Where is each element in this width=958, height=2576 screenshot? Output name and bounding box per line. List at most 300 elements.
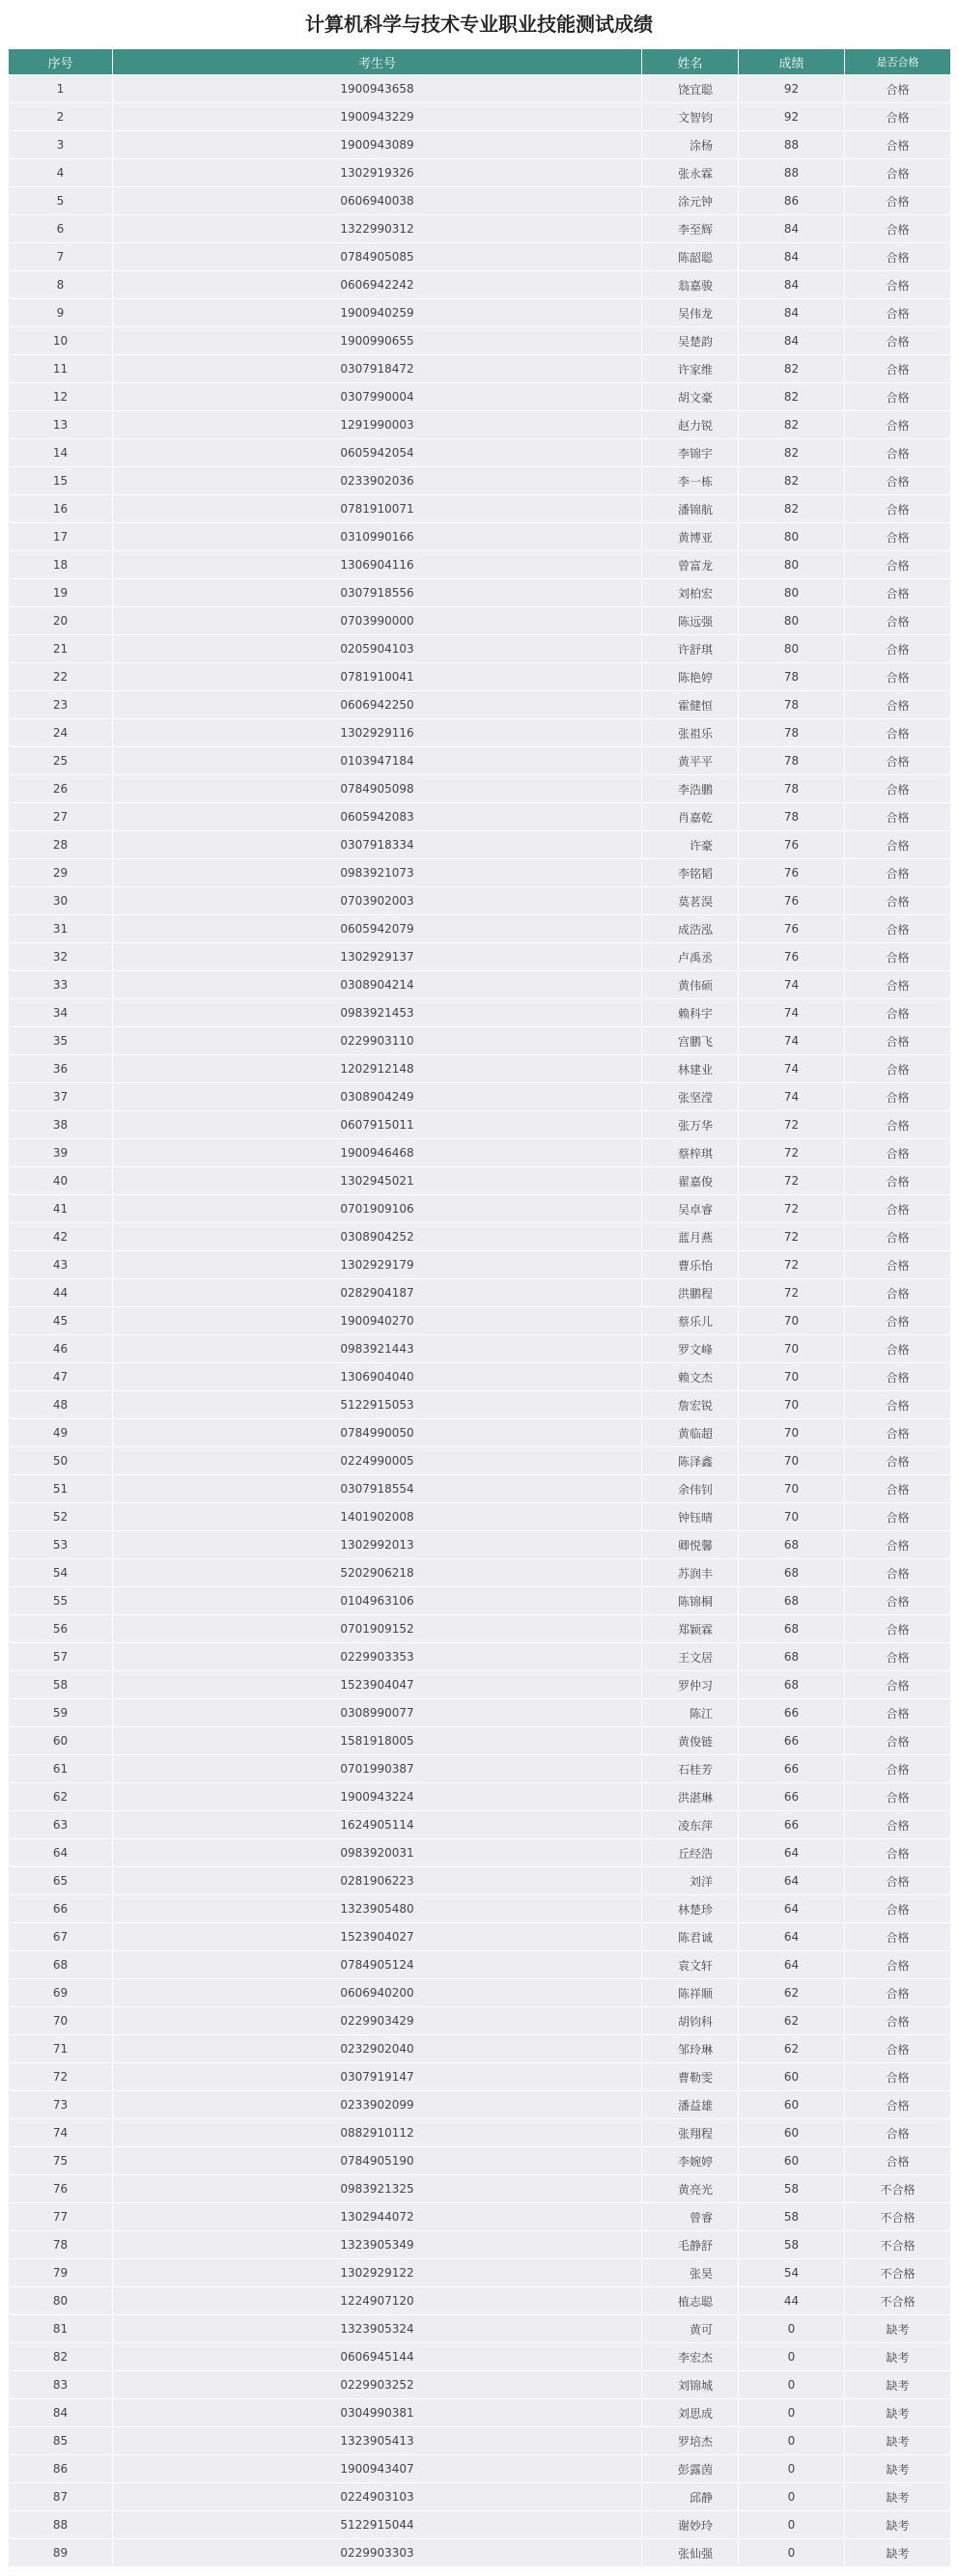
cell-pass-status: 缺考 [845,2399,951,2427]
cell-index: 33 [9,971,113,999]
cell-index: 72 [9,2063,113,2091]
cell-pass-status: 合格 [845,747,951,775]
cell-pass-status: 合格 [845,1223,951,1251]
cell-exam-id: 0606945144 [113,2343,642,2371]
cell-index: 15 [9,467,113,495]
table-row [9,691,951,719]
table-row [9,1923,951,1951]
table-row [9,383,951,411]
cell-index: 87 [9,2483,113,2511]
cell-index: 85 [9,2427,113,2455]
table-row [9,299,951,327]
table-row [9,579,951,607]
cell-exam-id: 0703990000 [113,607,642,635]
cell-exam-id: 0232902040 [113,2035,642,2063]
cell-name: 饶宜聪 [642,75,739,103]
cell-exam-id: 0104963106 [113,1587,642,1615]
cell-name: 李浩鹏 [642,775,739,803]
cell-name: 许家维 [642,355,739,383]
cell-index: 66 [9,1895,113,1923]
cell-exam-id: 1900990655 [113,327,642,355]
cell-pass-status: 合格 [845,187,951,215]
cell-index: 65 [9,1867,113,1895]
cell-pass-status: 合格 [845,1979,951,2007]
cell-exam-id: 1900943407 [113,2455,642,2483]
cell-index: 51 [9,1475,113,1503]
cell-name: 黄博亚 [642,523,739,551]
cell-name: 陈艳婷 [642,663,739,691]
cell-pass-status: 合格 [845,999,951,1027]
cell-score: 84 [739,327,845,355]
cell-name: 宫鹏飞 [642,1027,739,1055]
column-header-name: 姓名 [642,49,739,75]
cell-name: 李一栋 [642,467,739,495]
cell-pass-status: 合格 [845,1195,951,1223]
cell-score: 84 [739,243,845,271]
cell-index: 25 [9,747,113,775]
cell-pass-status: 合格 [845,1699,951,1727]
cell-score: 62 [739,2035,845,2063]
cell-index: 63 [9,1811,113,1839]
table-row [9,1811,951,1839]
cell-pass-status: 合格 [845,831,951,859]
cell-index: 77 [9,2203,113,2231]
cell-name: 赖文杰 [642,1363,739,1391]
cell-index: 61 [9,1755,113,1783]
cell-score: 88 [739,159,845,187]
cell-pass-status: 合格 [845,803,951,831]
cell-exam-id: 0308904252 [113,1223,642,1251]
cell-pass-status: 合格 [845,1727,951,1755]
cell-name: 凌东萍 [642,1811,739,1839]
table-row [9,131,951,159]
table-row [9,2231,951,2259]
cell-exam-id: 0308904249 [113,1083,642,1111]
table-row [9,355,951,383]
cell-name: 赖科宇 [642,999,739,1027]
cell-name: 陈泽鑫 [642,1447,739,1475]
cell-score: 76 [739,943,845,971]
cell-pass-status: 合格 [845,299,951,327]
cell-name: 蔡梓琪 [642,1139,739,1167]
cell-exam-id: 0304990381 [113,2399,642,2427]
cell-name: 黄亮光 [642,2175,739,2203]
cell-name: 刘锦城 [642,2371,739,2399]
table-row [9,75,951,103]
table-row [9,635,951,663]
cell-index: 1 [9,75,113,103]
cell-score: 0 [739,2343,845,2371]
cell-score: 54 [739,2259,845,2287]
cell-index: 6 [9,215,113,243]
cell-score: 0 [739,2427,845,2455]
cell-score: 58 [739,2203,845,2231]
cell-index: 28 [9,831,113,859]
cell-exam-id: 0607915011 [113,1111,642,1139]
cell-score: 70 [739,1363,845,1391]
cell-score: 82 [739,467,845,495]
cell-score: 82 [739,495,845,523]
table-row [9,663,951,691]
table-row [9,2483,951,2511]
cell-score: 64 [739,1839,845,1867]
cell-exam-id: 0784905190 [113,2147,642,2175]
cell-index: 27 [9,803,113,831]
cell-score: 72 [739,1195,845,1223]
cell-exam-id: 1302944072 [113,2203,642,2231]
cell-pass-status: 不合格 [845,2231,951,2259]
cell-exam-id: 1900946468 [113,1139,642,1167]
cell-exam-id: 1323905413 [113,2427,642,2455]
cell-score: 64 [739,1923,845,1951]
cell-pass-status: 缺考 [845,2511,951,2539]
cell-score: 92 [739,75,845,103]
cell-score: 0 [739,2511,845,2539]
cell-pass-status: 缺考 [845,2315,951,2343]
cell-index: 84 [9,2399,113,2427]
cell-pass-status: 合格 [845,1559,951,1587]
cell-index: 82 [9,2343,113,2371]
cell-exam-id: 1302929122 [113,2259,642,2287]
cell-score: 88 [739,131,845,159]
cell-index: 16 [9,495,113,523]
cell-pass-status: 合格 [845,327,951,355]
table-row [9,523,951,551]
cell-index: 32 [9,943,113,971]
cell-index: 59 [9,1699,113,1727]
cell-name: 潘锦航 [642,495,739,523]
table-row [9,103,951,131]
cell-index: 50 [9,1447,113,1475]
cell-name: 成浩泓 [642,915,739,943]
cell-exam-id: 0308990077 [113,1699,642,1727]
cell-index: 7 [9,243,113,271]
cell-exam-id: 0882910112 [113,2119,642,2147]
cell-score: 64 [739,1951,845,1979]
table-row [9,747,951,775]
cell-index: 23 [9,691,113,719]
column-header-index: 序号 [9,49,113,75]
cell-exam-id: 1323905324 [113,2315,642,2343]
cell-score: 70 [739,1307,845,1335]
column-header-exam-id: 考生号 [113,49,642,75]
cell-score: 72 [739,1167,845,1195]
cell-index: 67 [9,1923,113,1951]
cell-pass-status: 合格 [845,271,951,299]
cell-score: 68 [739,1615,845,1643]
cell-score: 84 [739,299,845,327]
cell-pass-status: 缺考 [845,2371,951,2399]
cell-name: 李锦宇 [642,439,739,467]
cell-name: 吴卓睿 [642,1195,739,1223]
cell-index: 31 [9,915,113,943]
cell-index: 11 [9,355,113,383]
cell-name: 钟钰晴 [642,1503,739,1531]
cell-exam-id: 5202906218 [113,1559,642,1587]
cell-score: 74 [739,1083,845,1111]
table-row [9,775,951,803]
cell-name: 吴楚韵 [642,327,739,355]
cell-exam-id: 0605942083 [113,803,642,831]
cell-pass-status: 合格 [845,1391,951,1419]
cell-exam-id: 0605942054 [113,439,642,467]
cell-pass-status: 合格 [845,1615,951,1643]
cell-score: 84 [739,271,845,299]
cell-pass-status: 合格 [845,1475,951,1503]
cell-exam-id: 0229903353 [113,1643,642,1671]
table-row [9,1531,951,1559]
cell-index: 46 [9,1335,113,1363]
cell-pass-status: 合格 [845,215,951,243]
cell-score: 60 [739,2147,845,2175]
cell-score: 74 [739,1027,845,1055]
cell-score: 68 [739,1643,845,1671]
cell-score: 70 [739,1391,845,1419]
table-row [9,215,951,243]
table-row [9,1951,951,1979]
cell-name: 陈韶聪 [642,243,739,271]
cell-name: 黄平平 [642,747,739,775]
cell-score: 68 [739,1531,845,1559]
cell-score: 78 [739,775,845,803]
cell-exam-id: 0310990166 [113,523,642,551]
cell-score: 66 [739,1699,845,1727]
table-row [9,2259,951,2287]
cell-exam-id: 0606940038 [113,187,642,215]
cell-score: 72 [739,1111,845,1139]
table-row [9,719,951,747]
cell-exam-id: 0307990004 [113,383,642,411]
column-header-score: 成绩 [739,49,845,75]
cell-name: 张万华 [642,1111,739,1139]
cell-pass-status: 缺考 [845,2483,951,2511]
cell-index: 22 [9,663,113,691]
cell-pass-status: 合格 [845,467,951,495]
cell-pass-status: 合格 [845,1895,951,1923]
cell-name: 赵力锐 [642,411,739,439]
cell-exam-id: 0224990005 [113,1447,642,1475]
cell-score: 80 [739,523,845,551]
cell-index: 42 [9,1223,113,1251]
cell-name: 涂杨 [642,131,739,159]
cell-exam-id: 0229903110 [113,1027,642,1055]
cell-pass-status: 合格 [845,75,951,103]
cell-exam-id: 1302929179 [113,1251,642,1279]
cell-name: 刘思成 [642,2399,739,2427]
table-row [9,551,951,579]
cell-name: 林楚珍 [642,1895,739,1923]
cell-exam-id: 0606942242 [113,271,642,299]
cell-exam-id: 1322990312 [113,215,642,243]
cell-name: 罗仲习 [642,1671,739,1699]
table-row [9,2343,951,2371]
cell-exam-id: 5122915044 [113,2511,642,2539]
table-row [9,2511,951,2539]
table-row [9,1503,951,1531]
cell-score: 74 [739,999,845,1027]
cell-exam-id: 0103947184 [113,747,642,775]
table-row [9,1615,951,1643]
cell-exam-id: 1306904040 [113,1363,642,1391]
cell-exam-id: 1202912148 [113,1055,642,1083]
cell-name: 李至辉 [642,215,739,243]
cell-name: 文智钧 [642,103,739,131]
cell-index: 52 [9,1503,113,1531]
table-row [9,1699,951,1727]
cell-exam-id: 0983921443 [113,1335,642,1363]
cell-score: 78 [739,663,845,691]
cell-index: 86 [9,2455,113,2483]
cell-index: 20 [9,607,113,635]
cell-name: 许舒琪 [642,635,739,663]
cell-pass-status: 合格 [845,1867,951,1895]
cell-exam-id: 1523904047 [113,1671,642,1699]
cell-pass-status: 合格 [845,579,951,607]
cell-name: 曹乐怡 [642,1251,739,1279]
cell-score: 82 [739,439,845,467]
table-row [9,2371,951,2399]
cell-name: 翁嘉骏 [642,271,739,299]
cell-score: 78 [739,719,845,747]
cell-exam-id: 1523904027 [113,1923,642,1951]
cell-index: 19 [9,579,113,607]
cell-pass-status: 合格 [845,495,951,523]
cell-pass-status: 合格 [845,439,951,467]
cell-exam-id: 0784905085 [113,243,642,271]
cell-index: 5 [9,187,113,215]
cell-pass-status: 合格 [845,1447,951,1475]
table-row [9,943,951,971]
cell-name: 洪鹏程 [642,1279,739,1307]
cell-index: 40 [9,1167,113,1195]
table-row [9,859,951,887]
cell-index: 18 [9,551,113,579]
cell-index: 49 [9,1419,113,1447]
cell-pass-status: 合格 [845,1839,951,1867]
cell-pass-status: 合格 [845,159,951,187]
cell-name: 张永霖 [642,159,739,187]
cell-index: 71 [9,2035,113,2063]
cell-index: 34 [9,999,113,1027]
cell-exam-id: 0781910071 [113,495,642,523]
cell-name: 黄伟硕 [642,971,739,999]
cell-pass-status: 合格 [845,383,951,411]
table-row [9,1083,951,1111]
cell-pass-status: 不合格 [845,2259,951,2287]
cell-score: 80 [739,635,845,663]
cell-pass-status: 缺考 [845,2427,951,2455]
cell-exam-id: 0983920031 [113,1839,642,1867]
cell-exam-id: 1900940270 [113,1307,642,1335]
cell-name: 刘柏宏 [642,579,739,607]
cell-score: 82 [739,383,845,411]
cell-pass-status: 缺考 [845,2539,951,2567]
cell-score: 64 [739,1895,845,1923]
cell-exam-id: 0205904103 [113,635,642,663]
cell-exam-id: 1302992013 [113,1531,642,1559]
cell-score: 0 [739,2483,845,2511]
cell-score: 76 [739,887,845,915]
table-row [9,1755,951,1783]
cell-name: 霍健恒 [642,691,739,719]
cell-index: 88 [9,2511,113,2539]
cell-score: 84 [739,215,845,243]
cell-index: 81 [9,2315,113,2343]
table-row [9,495,951,523]
cell-exam-id: 1306904116 [113,551,642,579]
cell-pass-status: 合格 [845,243,951,271]
cell-score: 60 [739,2063,845,2091]
table-row [9,1027,951,1055]
table-row [9,1895,951,1923]
cell-pass-status: 合格 [845,1419,951,1447]
cell-index: 80 [9,2287,113,2315]
table-row [9,2287,951,2315]
cell-index: 2 [9,103,113,131]
table-row [9,1867,951,1895]
cell-score: 70 [739,1447,845,1475]
cell-index: 56 [9,1615,113,1643]
cell-name: 邱静 [642,2483,739,2511]
cell-index: 35 [9,1027,113,1055]
cell-score: 92 [739,103,845,131]
cell-pass-status: 合格 [845,691,951,719]
page-title: 计算机科学与技术专业职业技能测试成绩 [305,13,653,36]
cell-index: 76 [9,2175,113,2203]
cell-pass-status: 合格 [845,607,951,635]
cell-index: 43 [9,1251,113,1279]
table-row [9,411,951,439]
cell-index: 13 [9,411,113,439]
cell-name: 卢禹丞 [642,943,739,971]
cell-index: 48 [9,1391,113,1419]
cell-exam-id: 0307919147 [113,2063,642,2091]
cell-pass-status: 合格 [845,1363,951,1391]
cell-score: 74 [739,1055,845,1083]
cell-exam-id: 0307918334 [113,831,642,859]
cell-index: 26 [9,775,113,803]
cell-exam-id: 0233902099 [113,2091,642,2119]
table-header [9,49,951,75]
cell-pass-status: 合格 [845,2007,951,2035]
table-row [9,1279,951,1307]
cell-exam-id: 0983921453 [113,999,642,1027]
cell-score: 78 [739,691,845,719]
table-row [9,2091,951,2119]
table-row [9,439,951,467]
table-row [9,971,951,999]
table-row [9,1391,951,1419]
cell-index: 44 [9,1279,113,1307]
cell-pass-status: 合格 [845,1951,951,1979]
table-row [9,887,951,915]
cell-name: 陈远强 [642,607,739,635]
cell-pass-status: 合格 [845,1307,951,1335]
cell-name: 翟嘉俊 [642,1167,739,1195]
cell-pass-status: 合格 [845,943,951,971]
cell-exam-id: 1900943224 [113,1783,642,1811]
cell-score: 58 [739,2175,845,2203]
cell-index: 79 [9,2259,113,2287]
table-row [9,2035,951,2063]
table-row [9,1363,951,1391]
cell-score: 0 [739,2399,845,2427]
cell-score: 60 [739,2119,845,2147]
cell-exam-id: 1302919326 [113,159,642,187]
cell-pass-status: 合格 [845,2063,951,2091]
cell-score: 0 [739,2455,845,2483]
cell-exam-id: 1401902008 [113,1503,642,1531]
